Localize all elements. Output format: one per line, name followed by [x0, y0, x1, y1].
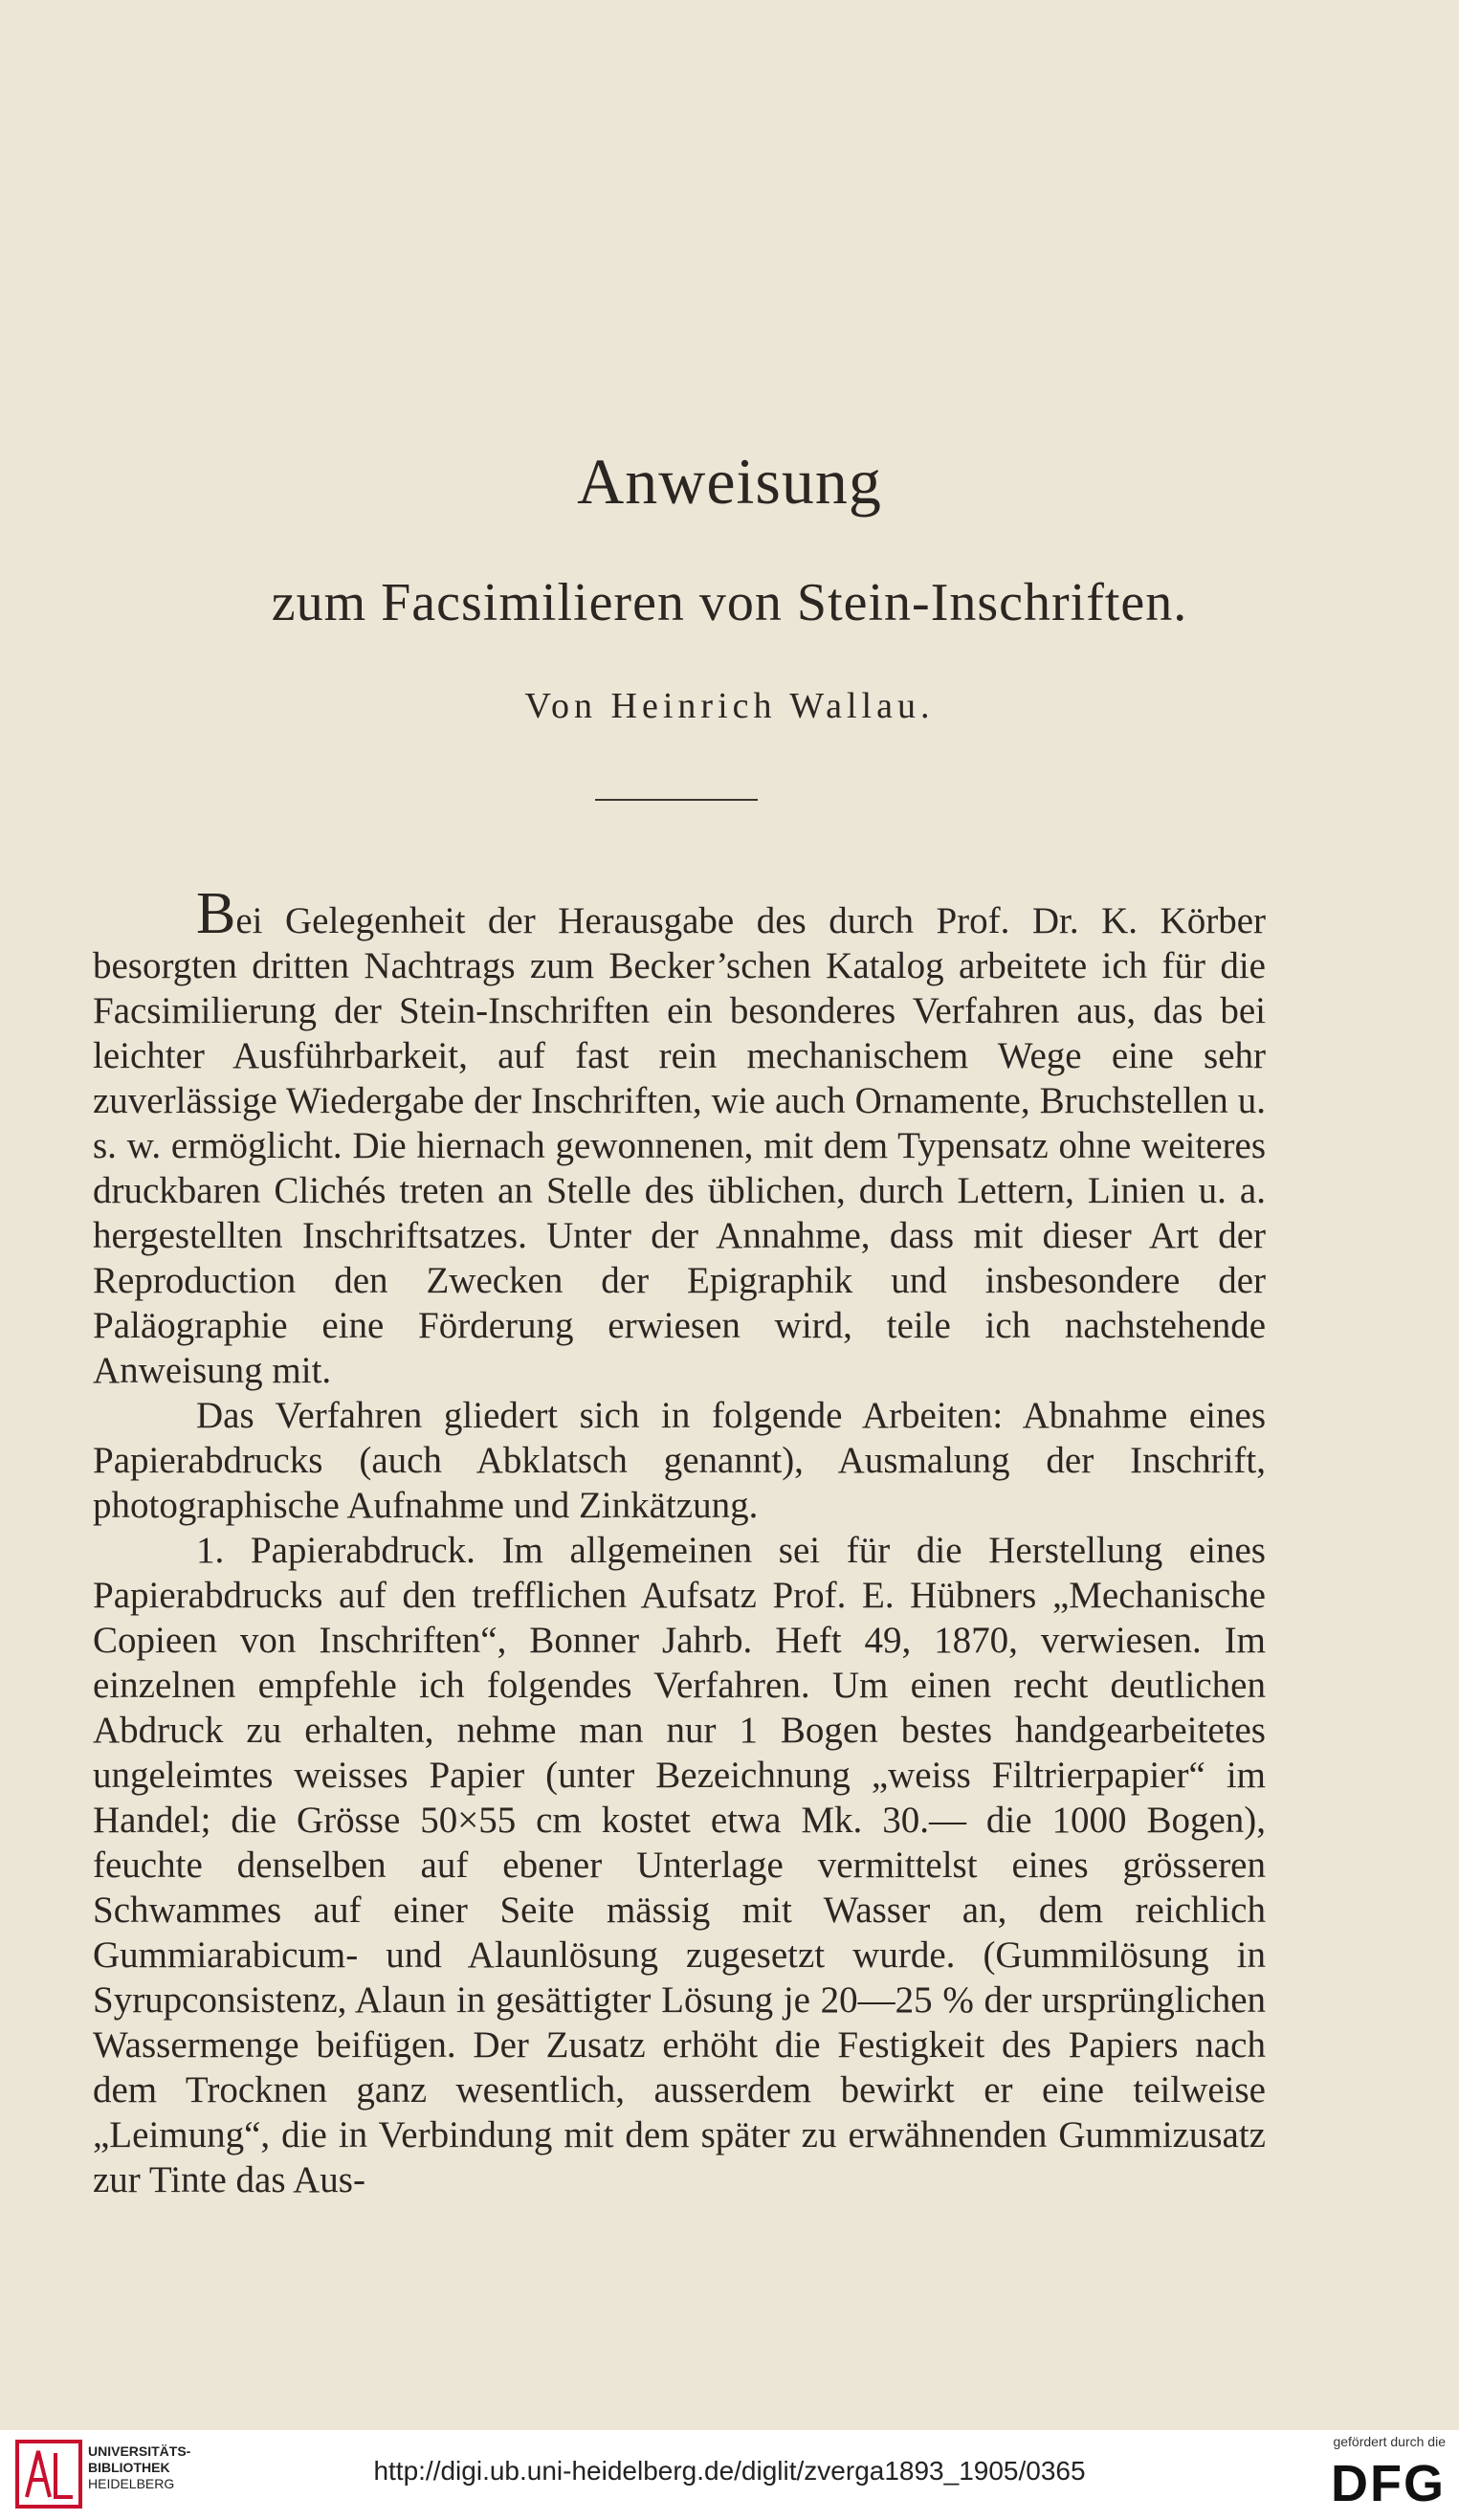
dfg-logo-icon: DFG — [1331, 2455, 1446, 2512]
page-title: Anweisung — [577, 445, 882, 518]
digitization-footer — [0, 2430, 1459, 2520]
paragraph — [93, 1528, 1266, 2202]
library-name: UNIVERSITÄTS- BIBLIOTHEK HEIDELBERG — [88, 2443, 191, 2491]
paragraph-text: 1. Papierabdruck. Im allgemeinen sei für die Herstellung eines Papierabdrucks auf den trefflichen Aufsatz Prof. E. Hübners „Mechanische Copieen von Inschriften“, Bonner Jahrb. Heft 49, 1870, verwiesen. Im einzelnen empfehle ich folgendes Verfahren. Um einen recht deutlichen Abdruck zu erhalten, nehme man nur 1 Bogen bestes handgearbeitetes ungeleimtes weisses Papier (unter Bezeichnung „weiss Filtrierpapier“ im Handel; die Grösse 50×55 cm kostet etwa Mk. 30.— die 1000 Bogen), feuchte denselben auf ebener Unterlage vermittelst eines grösseren Schwammes auf einer Seite mässig mit Wasser an, dem reichlich Gummiarabicum- und Alaunlösung zugesetzt wurde. (Gummilösung in Syrupconsistenz, Alaun in gesättigter Lösung je 20—25 % der ursprünglichen Wassermenge beifügen. Der Zusatz erhöht die Festigkeit des Papiers nach dem Trocknen ganz wesentlich, ausserdem bewirkt er eine teilweise „Leimung“, die in Verbindung mit dem später zu erwähnenden Gummizusatz zur Tinte das Aus- — [93, 1530, 1266, 2200]
title-divider — [595, 799, 758, 801]
permalink-url[interactable]: http://digi.ub.uni-heidelberg.de/diglit/zverga1893_1905/0365 — [373, 2456, 1086, 2486]
funding-note: gefördert durch die — [1333, 2434, 1446, 2449]
author-line: Von Heinrich Wallau. — [524, 686, 935, 726]
paragraph — [93, 1393, 1266, 1528]
article-body — [93, 881, 1266, 2202]
page-subtitle: zum Facsimilieren von Stein-Inschriften. — [271, 573, 1188, 632]
paragraph-text: Das Verfahren gliedert sich in folgende Arbeiten: Abnahme eines Papierabdrucks (auch Abklatsch genannt), Ausmalung der Inschrift, photographische Aufnahme und Zinkätzung. — [93, 1395, 1266, 1526]
paragraph — [93, 881, 1266, 1393]
paragraph-text: ei Gelegenheit der Herausgabe des durch Prof. Dr. K. Körber besorgten dritten Nachtrags zum Becker’schen Katalog arbeitete ich für die Facsimilierung der Stein-Inschriften ein besonderes Verfahren aus, das bei leichter Ausführbarkeit, auf fast rein mechanischem Wege eine sehr zuverlässige Wiedergabe der Inschriften, wie auch Ornamente, Bruchstellen u. s. w. ermöglicht. Die hiernach gewonnenen, mit dem Typensatz ohne weiteres druckbaren Clichés treten an Stelle des üblichen, durch Lettern, Linien u. a. hergestellten Inschriftsatzes. Unter der Annahme, dass mit dieser Art der Reproduction den Zwecken der Epigraphik und insbesondere der Paläographie eine Förderung erwiesen wird, teile ich nachstehende Anweisung mit. — [93, 900, 1266, 1391]
drop-cap: B — [196, 881, 236, 946]
